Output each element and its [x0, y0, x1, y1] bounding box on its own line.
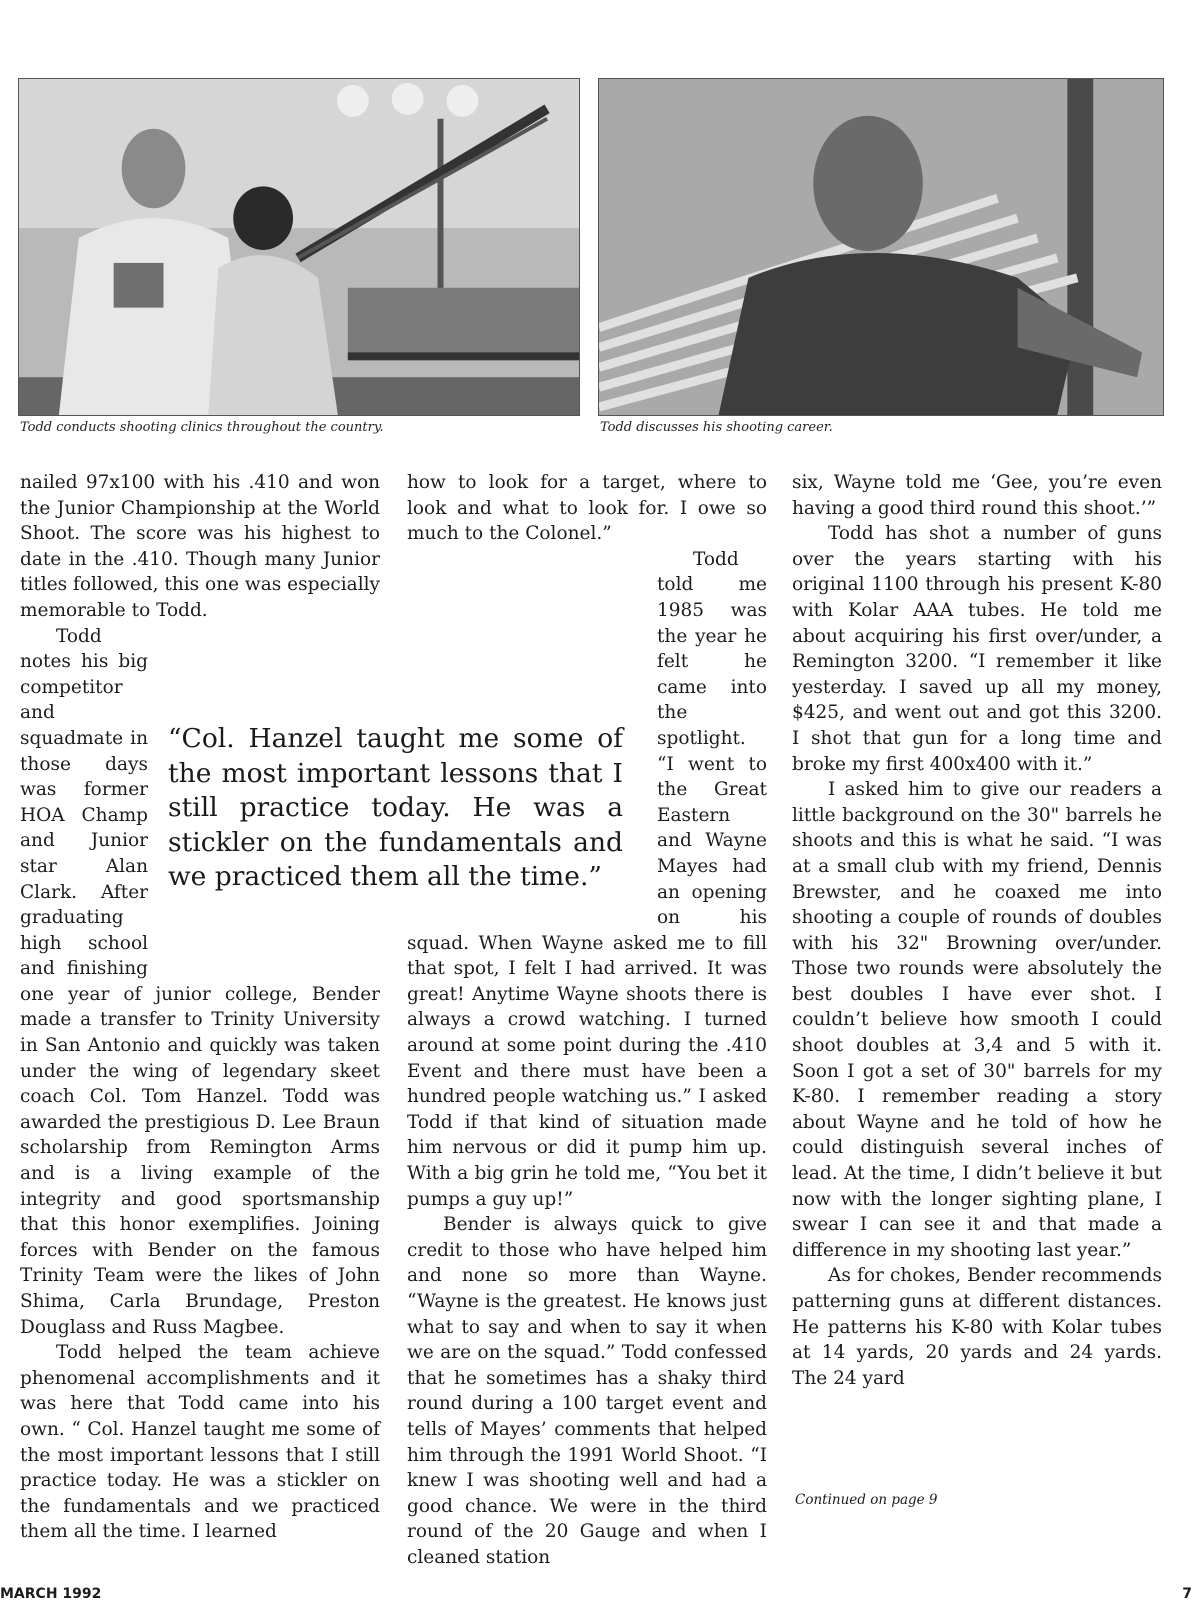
photo-shooting-clinic [18, 78, 580, 416]
article-column-2 [407, 470, 767, 1571]
col1-paragraph-1: nailed 97x100 with his .410 and won the Junior Championship at the World Shoot. The score was his highest to date in the .410. Though many Junior titles followed, this one was especially memorable to Todd. [20, 472, 380, 621]
col3-paragraph-1: six, Wayne told me ‘Gee, you’re even having a good third round this shoot.’” [792, 472, 1162, 519]
photo-caption-left: Todd conducts shooting clinics throughout the country. [20, 420, 384, 435]
footer-page-number: 7 [1182, 1586, 1192, 1602]
photo-caption-right: Todd discusses his shooting career. [600, 420, 833, 435]
col2-paragraph-2: Todd told me 1985 was the year he felt he came into the spotlight. “I went to the Great Eastern and Wayne Mayes had an opening on his squad. When Wayne asked me to fill that spot, I felt I had arrived. It was great! Anytime Wayne shoots there is always a crowd watching. I turned around at some point during the .410 Event and there must have been a hundred people watching us.” I asked Todd if that kind of situation made him nervous or did it pump him up. With a big grin he told me, “You bet it pumps a guy up!” [407, 548, 767, 1210]
col3-paragraph-4: As for chokes, Bender recommends patterning guns at different distances. He patterns his K-80 with Kolar tubes at 14 yards, 20 yards and 24 yards. The 24 yard [792, 1265, 1162, 1389]
photo-interview [598, 78, 1164, 416]
footer-issue-date: MARCH 1992 [0, 1586, 102, 1602]
col1-paragraph-3: Todd helped the team achieve phenomenal accomplishments and it was here that Todd came into his own. “ Col. Hanzel taught me some of the most important lessons that I still practice today. He was a stickler on the fundamentals and we practiced them all the time. I learned [20, 1342, 380, 1543]
article-column-3 [792, 470, 1162, 1391]
col3-paragraph-3: I asked him to give our readers a little background on the 30" barrels he shoots and this is what he said. “I was at a small club with my friend, Dennis Brewster, and he coaxed me into shooting a couple of rounds of doubles with his 32" Browning over/under. Those two rounds were absolutely the best doubles I have ever shot. I couldn’t believe how smooth I could shoot doubles at 3,4 and 5 with it. Soon I got a set of 30" barrels for my K-80. I remember reading a story about Wayne and he told of how he could distinguish several inches of lead. At the time, I didn’t believe it but now with the longer sighting plane, I swear I can see it and that made a difference in my shooting last year.” [792, 779, 1162, 1261]
pull-quote: “Col. Hanzel taught me some of the most important lessons that I still practice today. He was a stickler on the fundamentals and we practiced them all the time.” [168, 723, 623, 892]
col3-paragraph-2: Todd has shot a number of guns over the years starting with his original 1100 through his present K-80 with Kolar AAA tubes. He told me about acquiring his first over/under, a Remington 3200. “I remember it like yesterday. I saved up all my money, $425, and went out and got this 3200. I shot that gun for a long time and broke my first 400x400 with it.” [792, 523, 1162, 775]
article-column-1 [20, 470, 380, 1545]
continued-note: Continued on page 9 [795, 1492, 938, 1508]
col2-paragraph-3: Bender is always quick to give credit to those who have helped him and none so more than Wayne. “Wayne is the greatest. He knows just what to say and when to say it when we are on the squad.” Todd confessed that he sometimes has a shaky third round during a 100 target event and tells of Mayes’ comments that helped him through the 1991 World Shoot. “I knew I was shooting well and had a good chance. We were in the third round of the 20 Gauge and when I cleaned station [407, 1214, 767, 1568]
col2-paragraph-1: how to look for a target, where to look and what to look for. I owe so much to the Colonel.” [407, 472, 767, 545]
col1-paragraph-2: Todd notes his big competitor and squadmate in those days was former HOA Champ and Junior star Alan Clark. After graduating high school and finishing one year of junior college, Bender made a transfer to Trinity University in San Antonio and quickly was taken under the wing of legendary skeet coach Col. Tom Hanzel. Todd was awarded the prestigious D. Lee Braun scholarship from Remington Arms and is a living example of the integrity and good sportsmanship that this honor exemplifies. Joining forces with Bender on the famous Trinity Team were the likes of John Shima, Carla Brundage, Preston Douglass and Russ Magbee. [20, 625, 380, 1338]
